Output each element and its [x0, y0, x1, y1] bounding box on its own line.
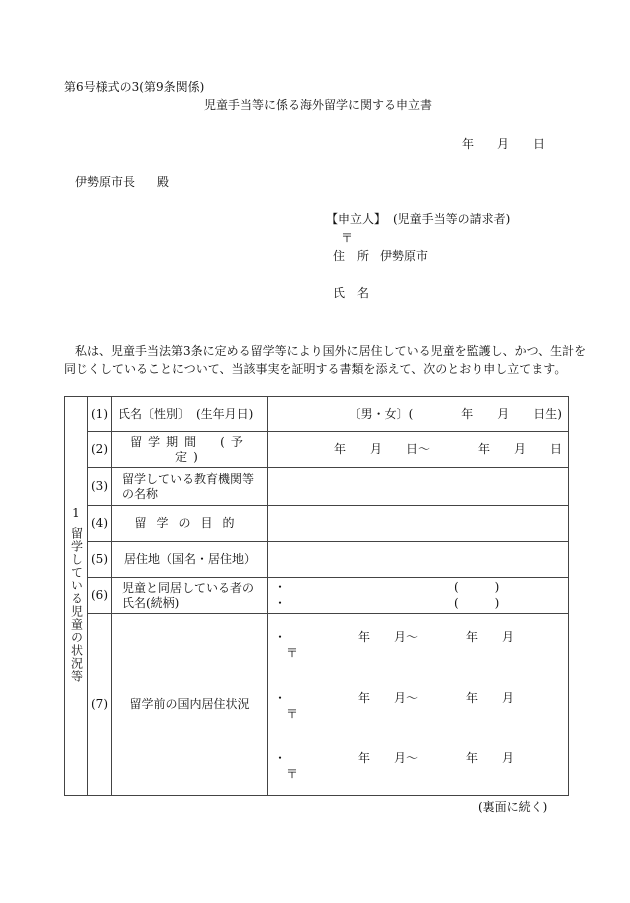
continued-note: (裏面に続く): [478, 800, 548, 814]
section-number: 1: [72, 505, 80, 520]
table-row: [65, 542, 569, 578]
date-day: 日: [533, 137, 546, 151]
table-row: [65, 578, 569, 614]
row-number: (3): [88, 468, 112, 506]
row-label: 氏名〔性別〕 (生年月日): [112, 397, 268, 432]
residence-period[interactable]: ・ 年 月～ 年 月: [274, 691, 515, 705]
postal-mark: 〒: [341, 231, 354, 245]
form-number: 第6号様式の3(第9条関係): [64, 80, 205, 94]
domestic-residence-field[interactable]: [268, 614, 569, 796]
addressee: 伊勢原市長: [75, 175, 136, 189]
child-status-table: [64, 396, 569, 796]
table-row: [65, 506, 569, 542]
table-row: [65, 468, 569, 506]
row-number: (2): [88, 432, 112, 468]
table-row: [65, 614, 569, 796]
address-value: 伊勢原市: [380, 249, 429, 263]
date-month: 月: [497, 137, 510, 151]
date-year: 年: [462, 137, 475, 151]
postal-mark: 〒: [286, 707, 299, 721]
table-row: [65, 397, 569, 432]
row-label: 留学している教育機関等の名称: [112, 468, 268, 506]
row-number: (1): [88, 397, 112, 432]
postal-mark: 〒: [286, 646, 299, 660]
row-label: 留学前の国内居住状況: [112, 614, 268, 796]
row-label: 児童と同居している者の氏名(続柄): [112, 578, 268, 614]
study-period-field[interactable]: 年 月 日～ 年 月 日: [268, 432, 569, 468]
name-gender-birthdate-field[interactable]: 〔男・女〕( 年 月 日生): [268, 397, 569, 432]
cohabitant-line[interactable]: ・ ( ): [274, 595, 500, 610]
section-header: [65, 397, 88, 796]
row-label: 居住地（国名・居住地）: [112, 542, 268, 578]
honorific: 殿: [157, 175, 170, 189]
postal-mark: 〒: [286, 767, 299, 781]
residence-field[interactable]: [268, 542, 569, 578]
applicant-label: 【申立人】: [326, 212, 387, 226]
name-label: 氏 名: [333, 286, 370, 300]
residence-period[interactable]: ・ 年 月～ 年 月: [274, 751, 515, 765]
study-purpose-field[interactable]: [268, 506, 569, 542]
row-label: 留学期間 (予定): [112, 432, 268, 468]
cohabitant-line[interactable]: ・ ( ): [274, 579, 500, 594]
statement-line-1: 私は、児童手当法第3条に定める留学等により国外に居住している児童を監護し、かつ、生計を: [75, 344, 587, 358]
section-label: 留学している児童の状況等: [69, 526, 84, 683]
table-row: [65, 432, 569, 468]
row-number: (4): [88, 506, 112, 542]
row-number: (5): [88, 542, 112, 578]
row-number: (6): [88, 578, 112, 614]
row-number: (7): [88, 614, 112, 796]
page-title: 児童手当等に係る海外留学に関する申立書: [204, 98, 433, 112]
applicant-note: (児童手当等の請求者): [393, 212, 511, 226]
institution-name-field[interactable]: [268, 468, 569, 506]
row-label: 留学の目的: [112, 506, 268, 542]
statement-line-2: 同じくしていることについて、当該事実を証明する書類を添えて、次のとおり申し立てます。: [64, 362, 567, 376]
residence-period[interactable]: ・ 年 月～ 年 月: [274, 630, 515, 644]
address-label: 住 所: [333, 249, 370, 263]
cohabitant-field[interactable]: [268, 578, 569, 614]
